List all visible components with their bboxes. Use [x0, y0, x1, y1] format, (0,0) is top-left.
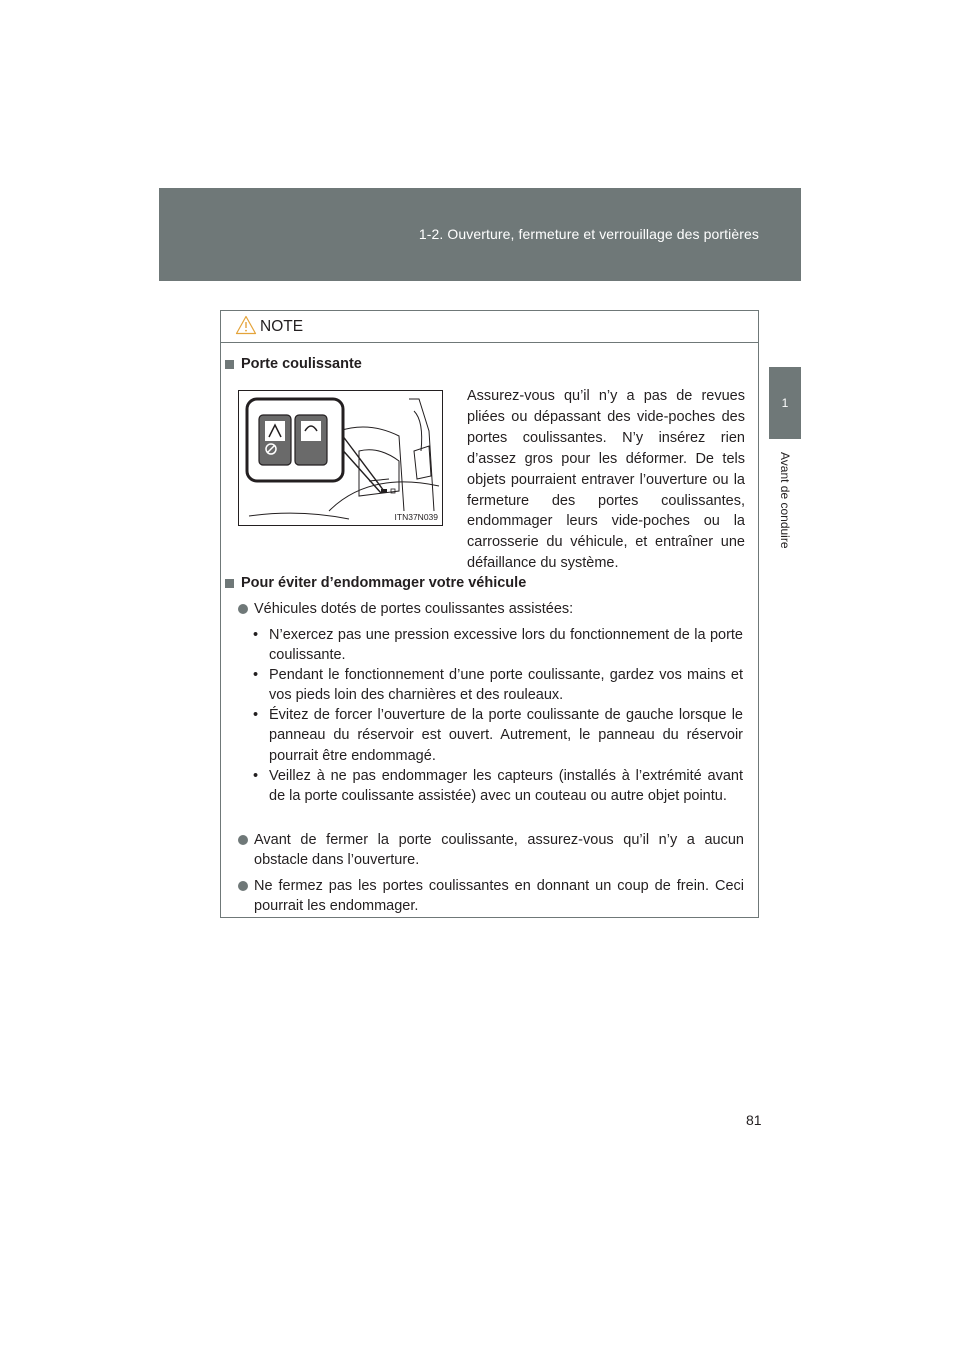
list-item-text: Avant de fermer la porte coulissante, assurez-vous qu’il n’y a aucun obstacle dans l’ouverture.: [254, 832, 744, 869]
dot-bullet-icon: [238, 604, 248, 614]
section-heading-text: Porte coulissante: [241, 356, 362, 372]
chapter-tab: [769, 367, 801, 439]
page-number: 81: [746, 1112, 762, 1128]
sub-list-item-text: N’exercez pas une pression excessive lors du fonctionnement de la porte coulissante.: [269, 627, 743, 664]
note-header: [221, 311, 758, 343]
note-title: NOTE: [260, 318, 304, 335]
figure-code: ITN37N039: [394, 512, 438, 522]
sub-list-item: [253, 766, 743, 806]
list-item: [238, 599, 744, 619]
section-heading-eviter-dommages: [225, 575, 526, 591]
sub-list: [253, 625, 743, 806]
square-bullet-icon: [225, 360, 234, 369]
chapter-side-label: Avant de conduire: [778, 452, 792, 549]
list-item-text: Véhicules dotés de portes coulissantes assistées:: [254, 601, 574, 617]
section-heading-porte-coulissante: [225, 356, 362, 372]
sub-bullet-mark: •: [253, 627, 259, 643]
dot-bullet-icon: [238, 835, 248, 845]
sub-list-item-text: Évitez de forcer l’ouverture de la porte coulissante de gauche lorsque le panneau du réservoir est ouvert. Autrement, le panneau du réservoir pourrait être endommagé.: [269, 707, 743, 764]
section-heading-text: Pour éviter d’endommager votre véhicule: [241, 575, 527, 591]
chapter-header: [159, 188, 801, 281]
square-bullet-icon: [225, 579, 234, 588]
sub-bullet-mark: •: [253, 767, 259, 784]
list-item: [238, 830, 744, 871]
sub-list-item: [253, 625, 743, 665]
sub-bullet-mark: •: [253, 667, 259, 684]
list-item: [238, 876, 744, 917]
list-item-text: Ne fermez pas les portes coulissantes en donnant un coup de frein. Ceci pourrait les endommager.: [254, 878, 744, 915]
note-content: [221, 342, 758, 917]
section1-paragraph: Assurez-vous qu’il n’y a pas de revues pliées ou dépassant des vide-poches des portes coulissantes. N’y insérez rien d’assez gros pour les déformer. De tels objets pourraient entraver l’ouverture ou la fermeture des portes coulissantes, endommager leurs vide-poches ou la carrosserie du véhicule, et entraîner une défaillance du système.: [467, 388, 745, 572]
chapter-tab-number: 1: [781, 396, 789, 410]
sub-list-item-text: Pendant le fonctionnement d’une porte coulissante, gardez vos mains et vos pieds loin des charnières et des rouleaux.: [269, 667, 743, 704]
sub-list-item: [253, 665, 743, 705]
sub-list-item-text: Veillez à ne pas endommager les capteurs (installés à l’extrémité avant de la porte coulissante assistée) avec un couteau ou autre objet pointu.: [269, 767, 743, 804]
sub-bullet-mark: •: [253, 707, 259, 724]
chapter-title: 1-2. Ouverture, fermeture et verrouillage des portières: [418, 226, 759, 242]
sliding-door-switch-illustration: [238, 390, 443, 526]
note-box: [220, 310, 759, 918]
dot-bullet-icon: [238, 881, 248, 891]
sub-list-item: [253, 705, 743, 765]
warning-triangle-icon: [235, 315, 257, 340]
